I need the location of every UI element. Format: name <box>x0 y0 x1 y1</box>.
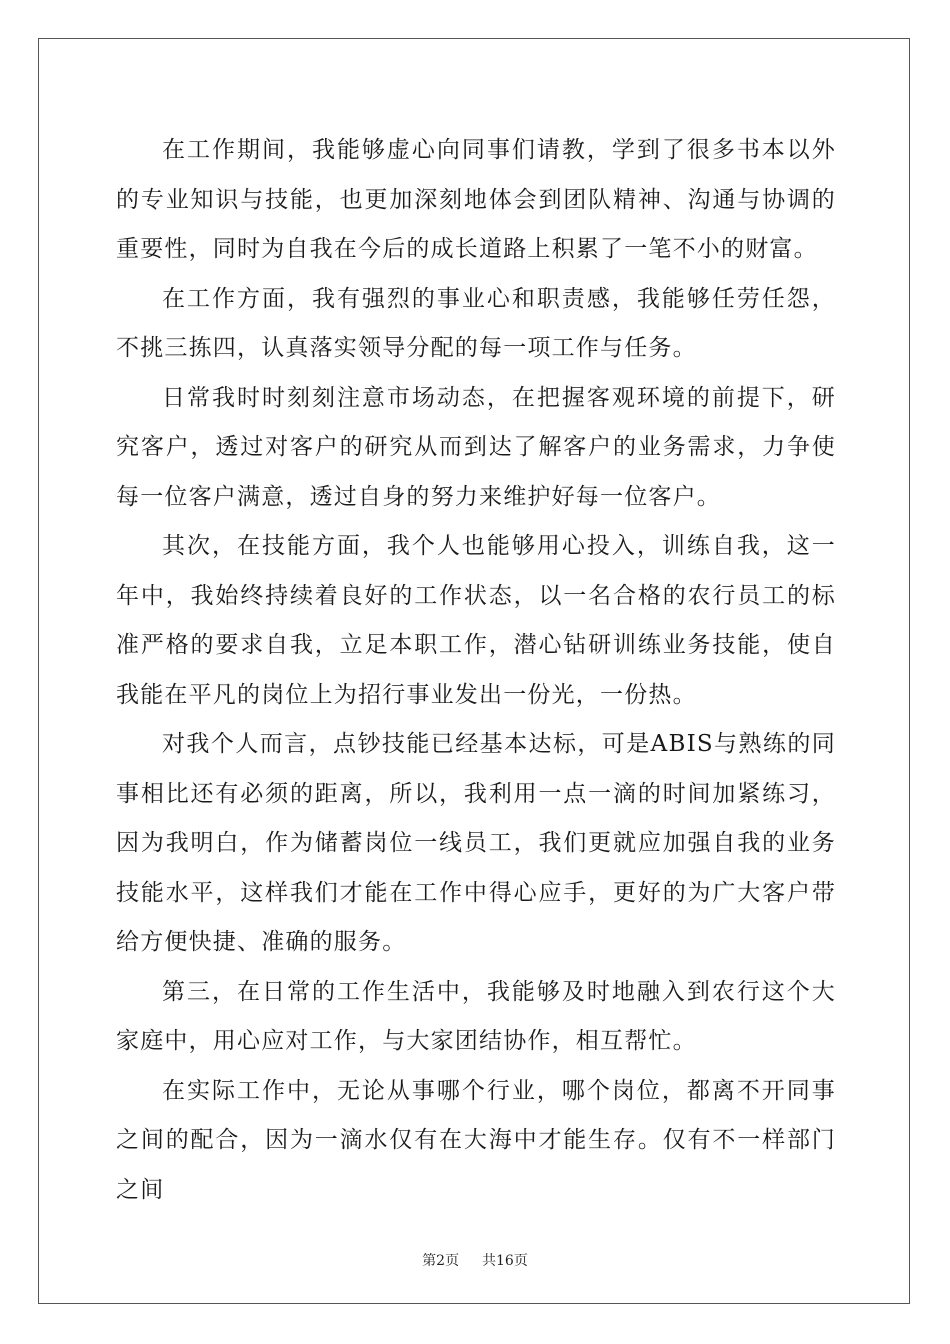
paragraph: 在工作方面，我有强烈的事业心和职责感，我能够任劳任怨，不挑三拣四，认真落实领导分配的每一项工作与任务。 <box>116 285 836 361</box>
paragraph: 在实际工作中，无论从事哪个行业，哪个岗位，都离不开同事之间的配合，因为一滴水仅有在大海中才能生存。仅有不一样部门之间 <box>116 1077 836 1203</box>
document-body <box>116 126 836 1215</box>
page-number: 第2页 <box>422 1253 460 1269</box>
paragraph: 第三，在日常的工作生活中，我能够及时地融入到农行这个大家庭中，用心应对工作，与大家团结协作，相互帮忙。 <box>116 978 836 1054</box>
paragraph: 其次，在技能方面，我个人也能够用心投入，训练自我，这一年中，我始终持续着良好的工作状态，以一名合格的农行员工的标准严格的要求自我，立足本职工作，潜心钻研训练业务技能，使自我能在平凡的岗位上为招行事业发出一份光，一份热。 <box>116 533 836 708</box>
page-total: 共16页 <box>482 1253 528 1269</box>
page-footer <box>0 1250 950 1270</box>
paragraph: 对我个人而言，点钞技能已经基本达标，可是ABIS与熟练的同事相比还有必须的距离，所以，我利用一点一滴的时间加紧练习，因为我明白，作为储蓄岗位一线员工，我们更就应加强自我的业务技能水平，这样我们才能在工作中得心应手，更好的为广大客户带给方便快捷、准确的服务。 <box>116 731 836 955</box>
paragraph: 日常我时时刻刻注意市场动态，在把握客观环境的前提下，研究客户，透过对客户的研究从而到达了解客户的业务需求，力争使每一位客户满意，透过自身的努力来维护好每一位客户。 <box>116 384 836 510</box>
paragraph: 在工作期间，我能够虚心向同事们请教，学到了很多书本以外的专业知识与技能，也更加深刻地体会到团队精神、沟通与协调的重要性，同时为自我在今后的成长道路上积累了一笔不小的财富。 <box>116 137 836 262</box>
